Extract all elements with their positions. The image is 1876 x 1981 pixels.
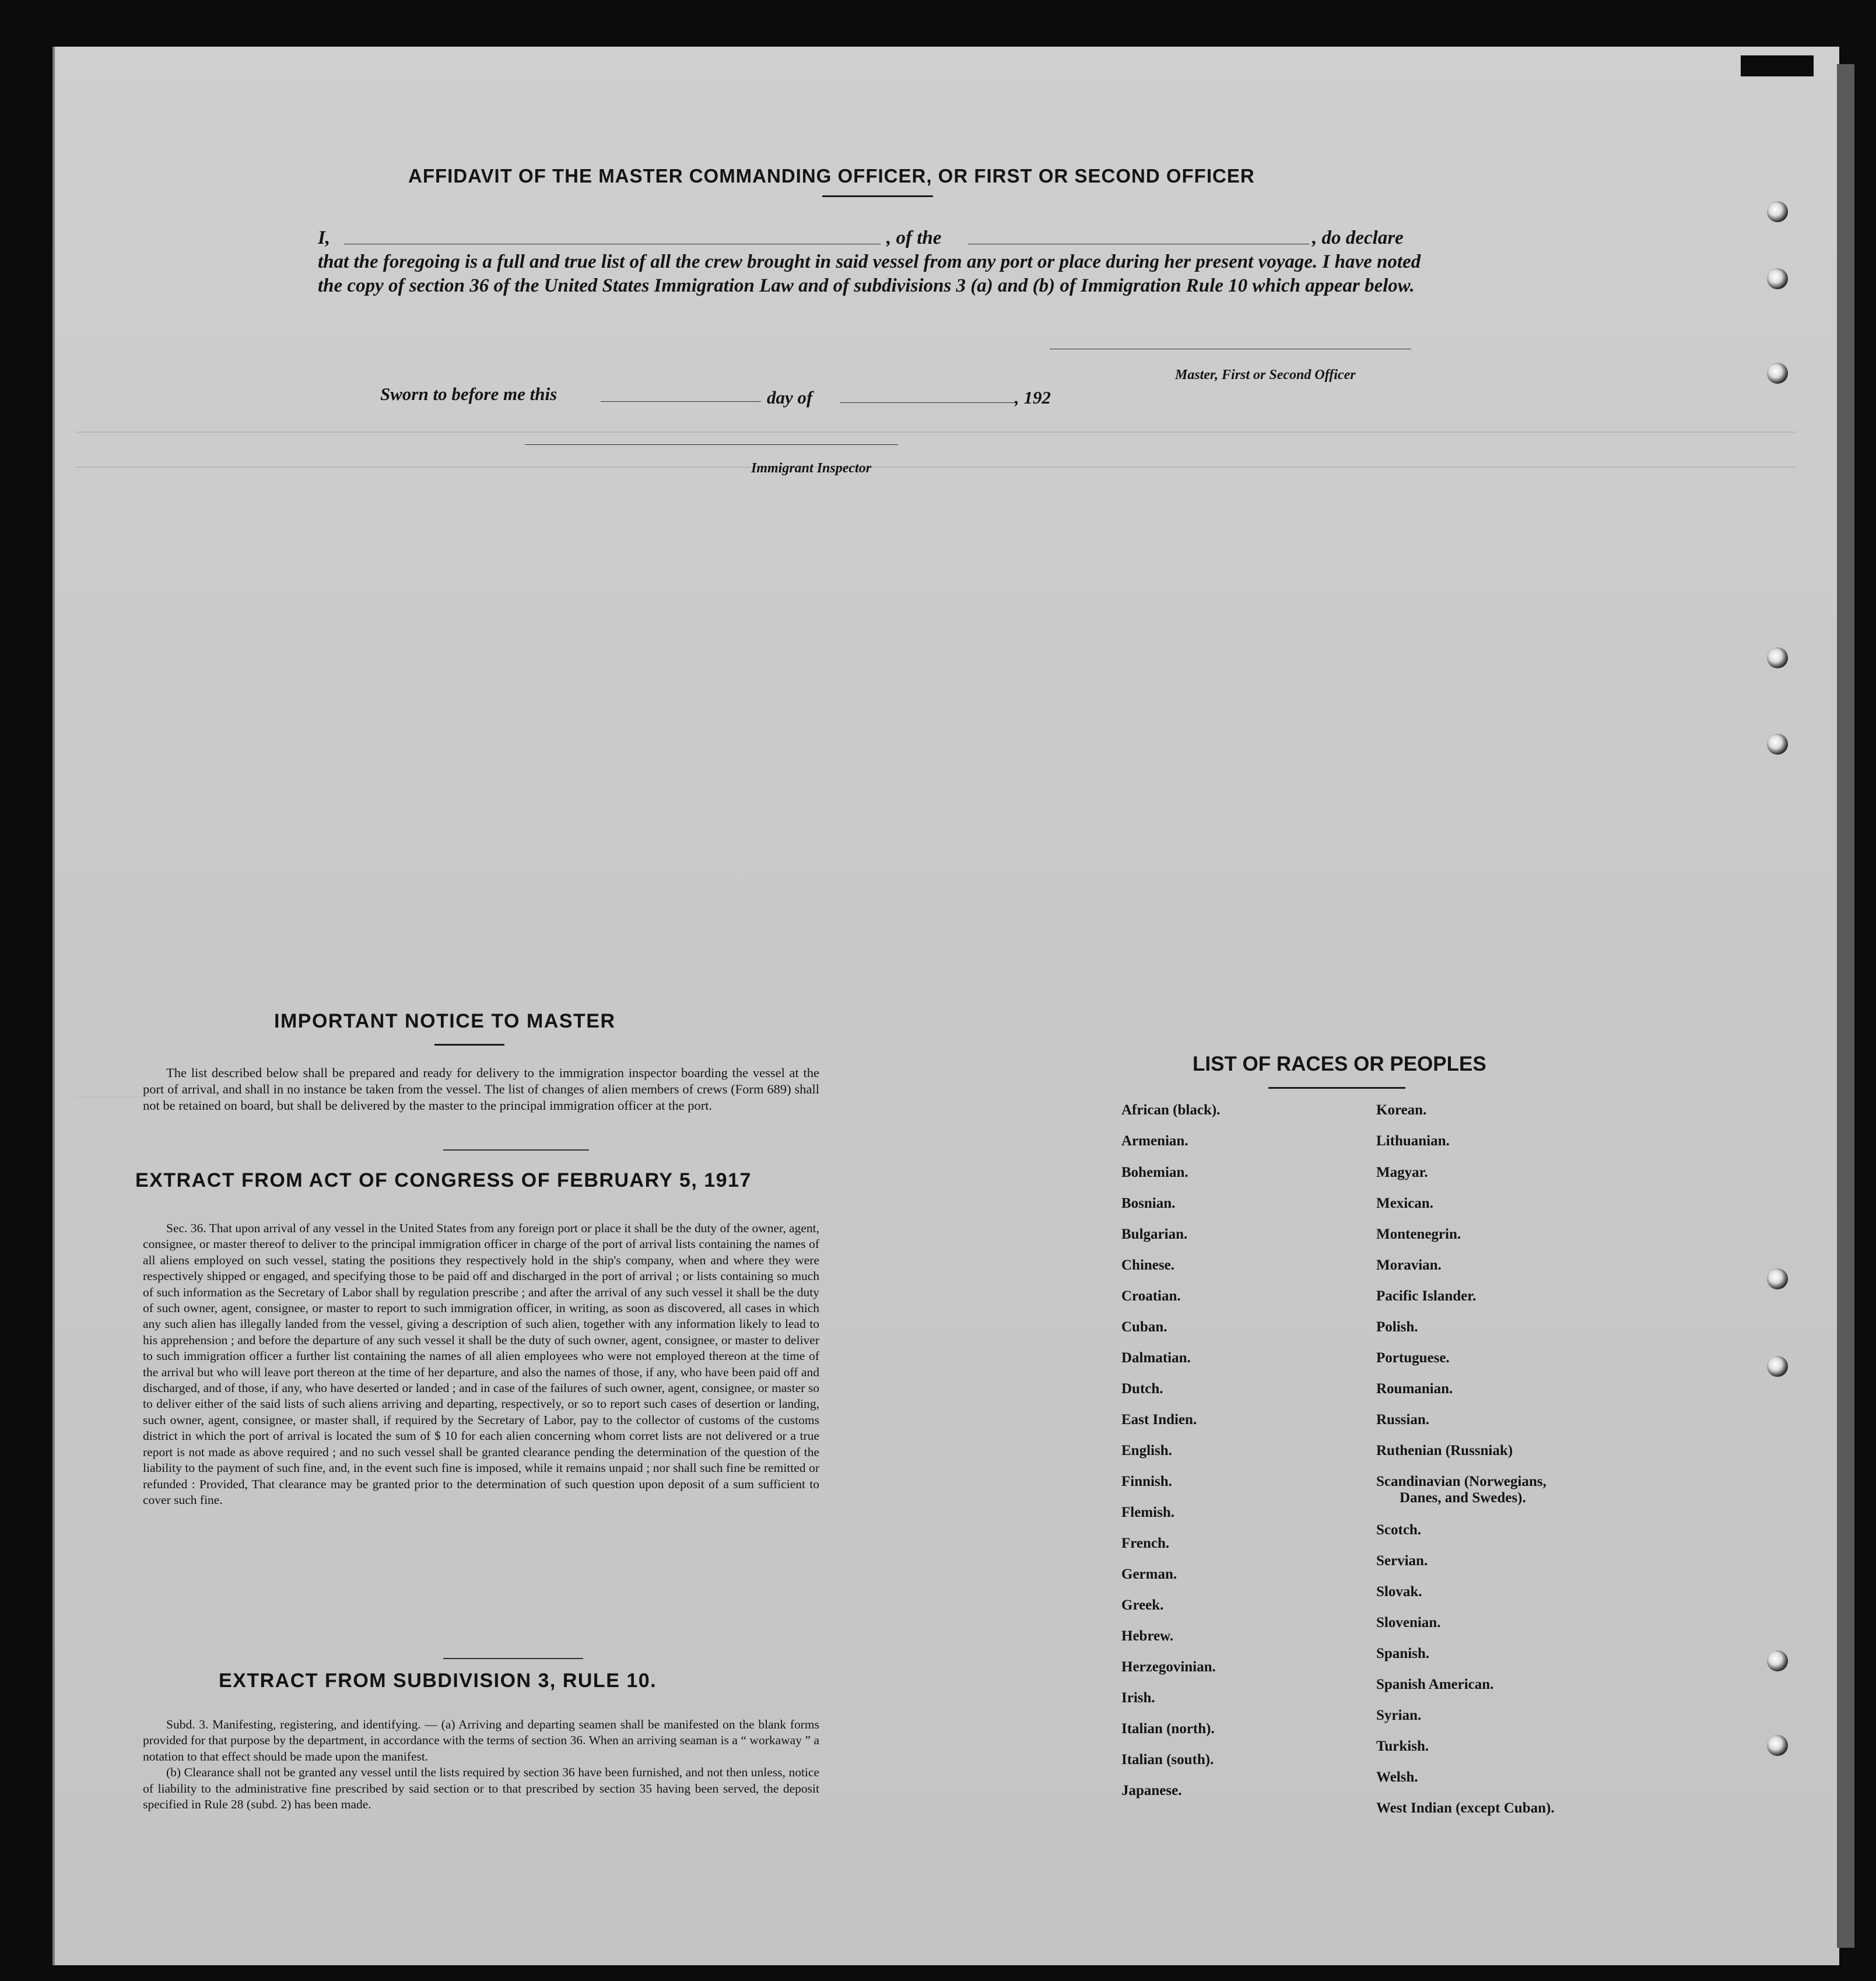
inspector-signature-line — [525, 444, 898, 445]
race-item: African (black). — [1121, 1102, 1221, 1118]
notice-title: IMPORTANT NOTICE TO MASTER — [274, 1010, 616, 1032]
race-item: English. — [1121, 1443, 1172, 1458]
races-title: LIST OF RACES OR PEOPLES — [1193, 1053, 1486, 1075]
race-item: Scandinavian (Norwegians, — [1376, 1474, 1547, 1489]
punch-hole — [1767, 1650, 1788, 1671]
punch-hole — [1767, 1735, 1788, 1756]
race-item: Slovak. — [1376, 1584, 1422, 1600]
race-item: Mexican. — [1376, 1195, 1433, 1211]
master-signature-label: Master, First or Second Officer — [1175, 367, 1356, 383]
race-item: Japanese. — [1121, 1783, 1182, 1798]
affidavit-title: AFFIDAVIT OF THE MASTER COMMANDING OFFICER, OR FIRST OR SECOND OFFICER — [408, 165, 1255, 187]
race-item: Bosnian. — [1121, 1195, 1176, 1211]
punch-hole — [1767, 201, 1788, 222]
race-item: German. — [1121, 1566, 1177, 1582]
declaration-block — [318, 226, 1426, 298]
race-item: Servian. — [1376, 1553, 1428, 1569]
corner-tab — [1741, 55, 1814, 76]
race-item: Cuban. — [1121, 1319, 1167, 1335]
race-item: Scotch. — [1376, 1522, 1422, 1538]
race-item: Pacific Islander. — [1376, 1288, 1477, 1304]
extract-rule-text: Subd. 3. Manifesting, registering, and identifying. — (a) Arriving and departing seamen shall be manifested on the blank forms provided for that purpose by the department, in accordance with the terms of section 36. When an arriving seaman is a “ workaway ” a notation to that effect should be made upon the manifest. (b) Clearance shall not be granted any vessel until the lists required by section 36 have been furnished, and not then unless, notice of liability to the administrative fine prescribed by said section or to that prescribed by section 35 having been served, the deposit specified in Rule 28 (subd. 2) has been made. — [143, 1717, 819, 1812]
race-item: Lithuanian. — [1376, 1133, 1450, 1149]
notice-text: The list described below shall be prepared and ready for delivery to the immigration inspector boarding the vessel at the port of arrival, and shall in no instance be taken from the vessel. The list of changes of alien members of crews (Form 689) shall not be retained on board, but shall be delivered by the master to the principal immigration officer at the port. — [143, 1065, 819, 1113]
race-item: Armenian. — [1121, 1133, 1188, 1149]
race-item: Welsh. — [1376, 1769, 1418, 1785]
race-item: Turkish. — [1376, 1738, 1429, 1754]
race-item: Hebrew. — [1121, 1628, 1174, 1644]
declaration-of-the-label: , of the — [886, 227, 942, 248]
race-item: Dalmatian. — [1121, 1350, 1191, 1366]
race-item: Italian (north). — [1121, 1721, 1215, 1737]
race-item: East Indien. — [1121, 1412, 1197, 1428]
race-item: Magyar. — [1376, 1165, 1428, 1180]
race-item: Bulgarian. — [1121, 1226, 1188, 1242]
race-item: Ruthenian (Russniak) — [1376, 1443, 1513, 1458]
race-item: Spanish American. — [1376, 1677, 1494, 1692]
extract-act-title: EXTRACT FROM ACT OF CONGRESS OF FEBRUARY 5, 1917 — [135, 1169, 752, 1191]
month-blank — [840, 402, 1015, 403]
race-item: Dutch. — [1121, 1381, 1163, 1397]
bleed-through-line — [76, 467, 1796, 468]
race-item: Italian (south). — [1121, 1752, 1214, 1768]
race-item: Flemish. — [1121, 1505, 1174, 1520]
race-item: Greek. — [1121, 1597, 1164, 1613]
year-prefix-label: , 192 — [1015, 387, 1051, 408]
race-item: French. — [1121, 1535, 1170, 1551]
race-item: Syrian. — [1376, 1707, 1422, 1723]
title-underline — [822, 195, 933, 197]
punch-hole — [1767, 268, 1788, 289]
race-item: Danes, and Swedes). — [1400, 1490, 1526, 1506]
race-item: West Indian (except Cuban). — [1376, 1800, 1555, 1816]
page-edge-shadow — [1837, 64, 1854, 1948]
race-item: Moravian. — [1376, 1257, 1442, 1273]
race-item: Spanish. — [1376, 1646, 1430, 1661]
punch-hole — [1767, 1356, 1788, 1377]
race-item: Portuguese. — [1376, 1350, 1450, 1366]
notice-underline — [434, 1044, 504, 1046]
sworn-day-blank — [601, 401, 761, 402]
race-item: Croatian. — [1121, 1288, 1181, 1304]
declaration-text: that the foregoing is a full and true list of all the crew brought in said vessel from any port or place during her present voyage. I have noted the copy of section 36 of the United States Immigration Law and of subdivisions 3 (a) and (b) of Immigration Rule 10 which appear below. — [318, 251, 1421, 296]
declaration-do-declare-label: , do declare — [1312, 227, 1404, 248]
race-item: Korean. — [1376, 1102, 1427, 1118]
divider — [443, 1658, 583, 1659]
race-item: Russian. — [1376, 1412, 1430, 1428]
race-item: Slovenian. — [1376, 1615, 1441, 1631]
punch-hole — [1767, 734, 1788, 755]
sworn-label: Sworn to before me this — [380, 384, 557, 404]
race-item: Finnish. — [1121, 1474, 1172, 1489]
bleed-through-line — [76, 432, 1796, 433]
divider — [443, 1149, 589, 1151]
day-of-label: day of — [767, 387, 813, 408]
race-item: Bohemian. — [1121, 1165, 1188, 1180]
extract-act-text: Sec. 36. That upon arrival of any vessel in the United States from any foreign port or place it shall be the duty of the owner, agent, consignee, or master thereof to deliver to the principal immigration officer in charge of the port of arrival lists containing the names of all aliens employed on such vessel, stating the positions they respectively hold in the ship's company, when and where they were respectively shipped or engaged, and specifying those to be paid off and discharged in the port of arrival ; or lists containing so much of such information as the Secretary of Labor shall by regulation prescribe ; and after the arrival of any such vessel it shall be the duty of such owner, agent, consignee, or master to report to such immigration officer, in writing, as soon as discovered, all cases in which any such alien has illegally landed from the vessel, giving a description of such alien, together with any information likely to lead to his apprehension ; and before the departure of any such vessel it shall be the duty of such owner, agent, consignee, or master to deliver to such immigration officer a further list containing the names of all alien employees who were not employed thereon at the time of the arrival but who will leave port thereon at the time of her departure, and also the names of those, if any, who have been paid off and discharged, and of those, if any, who have deserted or landed ; and in case of the failures of such owner, agent, consignee, or master so to deliver either of the said lists of such aliens arriving and departing, respectively, or so to report such cases of desertion or landing, such owner, agent, consignee, or master shall, if required by the Secretary of Labor, pay to the collector of customs of the customs district in which the port of arrival is located the sum of $ 10 for each alien concerning whom corret lists are not delivered or a true report is not made as above required ; and no such vessel shall be granted clearance pending the determination of the question of the liability to the payment of such fine, and, in the event such fine is imposed, while it remains unpaid ; nor shall such fine be remitted or refunded : Provided, That clearance may be granted prior to the determination of such question upon deposit of a sum sufficient to cover such fine. — [143, 1221, 820, 1507]
race-item: Roumanian. — [1376, 1381, 1453, 1397]
extract-rule-title: EXTRACT FROM SUBDIVISION 3, RULE 10. — [219, 1670, 657, 1692]
declaration-i-label: I, — [318, 227, 331, 248]
race-item: Chinese. — [1121, 1257, 1174, 1273]
race-item: Polish. — [1376, 1319, 1418, 1335]
races-underline — [1268, 1087, 1405, 1089]
race-item: Irish. — [1121, 1690, 1155, 1706]
race-item: Herzegovinian. — [1121, 1659, 1216, 1675]
punch-hole — [1767, 363, 1788, 384]
inspector-label: Immigrant Inspector — [751, 461, 872, 476]
race-item: Montenegrin. — [1376, 1226, 1461, 1242]
punch-hole — [1767, 1268, 1788, 1289]
punch-hole — [1767, 647, 1788, 668]
